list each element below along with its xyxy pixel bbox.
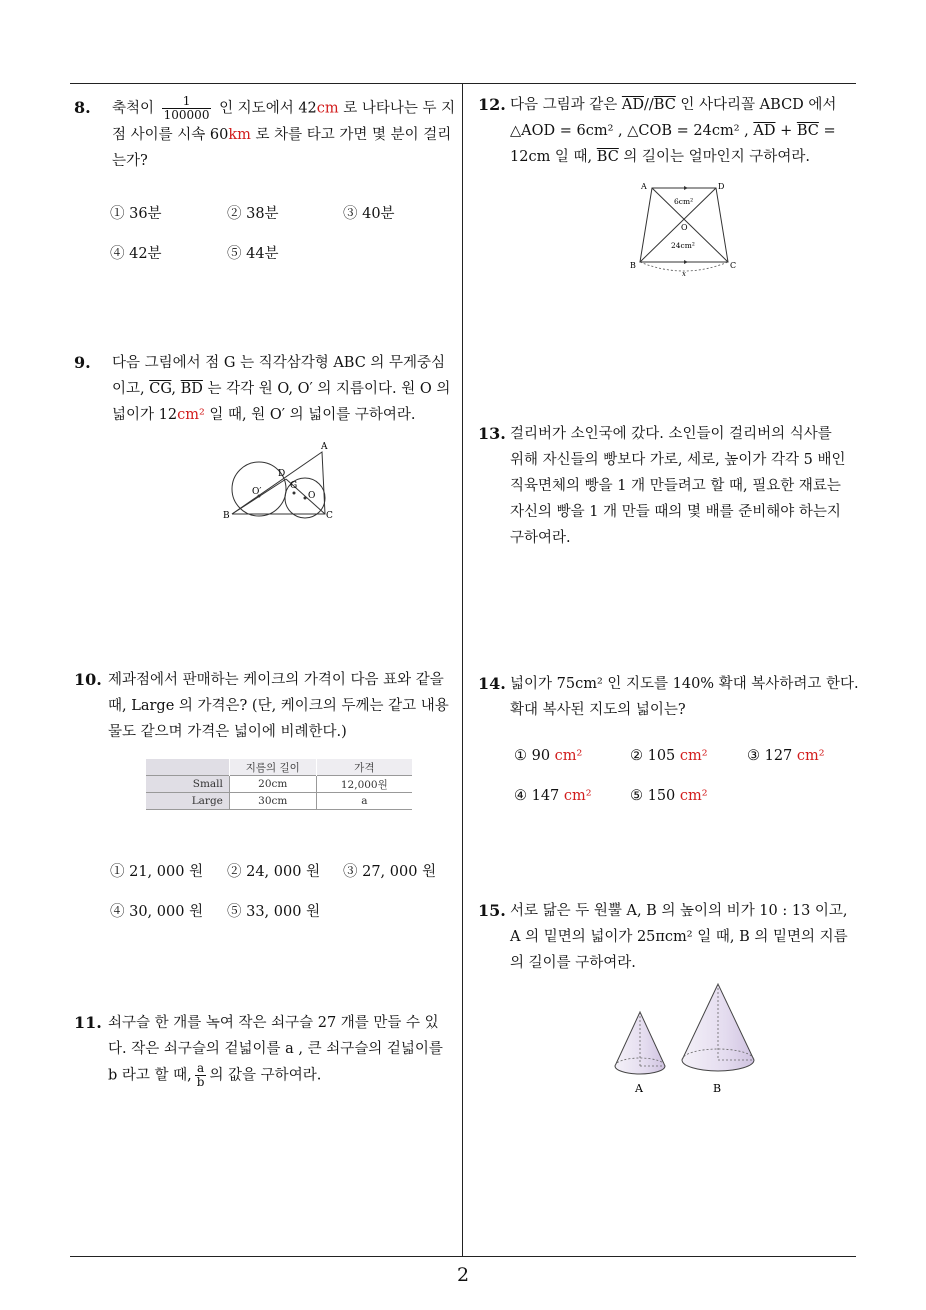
choice-4[interactable]: ④ 30, 000 원 [110, 904, 204, 920]
choice-3[interactable]: ③ 127 cm² [747, 748, 825, 764]
question-10 [74, 667, 456, 747]
question-text: 걸리버가 소인국에 갔다. 소인들이 걸리버의 식사를 위해 자신들의 빵보다 가로, 세로, 높이가 각각 5 배인 직육면체의 빵을 1 개 만들려고 할 때, 필요한 재료는 자신의 빵을 1 개 만들 때의 몇 배를 준비해야 하는지 구하여라. [510, 426, 846, 546]
question-text: 넓이가 75cm² 인 지도를 140% 확대 복사하려고 한다. 확대 복사된 지도의 넓이는? [510, 676, 859, 718]
question-9 [74, 350, 456, 430]
scale-fraction: $\frac{1}{100000}$ [163, 94, 210, 122]
price-table: 지름의 길이 가격 Small 20cm 12,000원 Large 30cm a [146, 759, 412, 810]
question-number: 10. [74, 670, 102, 689]
label-G: G [290, 481, 298, 491]
choice-2[interactable]: ② 38분 [227, 206, 279, 222]
trapezoid-figure [626, 180, 746, 276]
choice-4[interactable]: ④ 42분 [110, 246, 162, 262]
question-number: 11. [74, 1013, 102, 1032]
page-number: 2 [456, 1264, 470, 1286]
triangle-circles-figure [220, 438, 340, 520]
label-area-bottom: 24cm² [671, 241, 695, 250]
choice-5[interactable]: ⑤ 33, 000 원 [227, 904, 321, 920]
column-divider [462, 83, 463, 1256]
choice-5[interactable]: ⑤ 44분 [227, 246, 279, 262]
label-B: B [223, 511, 230, 520]
question-text: 쇠구슬 한 개를 녹여 작은 쇠구슬 27 개를 만들 수 있 다. 작은 쇠구슬의 겉넓이를 a , 큰 쇠구슬의 겉넓이를 b 라고 할 때, $\frac{a}{b}$ 의 값을 구하여라. [108, 1015, 443, 1089]
label-O: O [681, 223, 688, 232]
question-number: 14. [478, 674, 506, 693]
cones-figure [608, 982, 768, 1096]
label-O-prime: O′ [252, 487, 262, 497]
label-A: A [321, 442, 328, 452]
choice-1[interactable]: ① 21, 000 원 [110, 864, 204, 880]
question-14 [478, 671, 858, 725]
question-number: 8. [74, 98, 91, 117]
unit-km: km [228, 127, 251, 143]
choice-4[interactable]: ④ 147 cm² [514, 788, 592, 804]
question-11 [74, 1010, 456, 1100]
label-C: C [326, 511, 333, 520]
question-number: 13. [478, 424, 506, 443]
question-8 [74, 95, 456, 175]
label-A: A [641, 182, 647, 191]
choice-5[interactable]: ⑤ 150 cm² [630, 788, 708, 804]
choice-1[interactable]: ① 36분 [110, 206, 162, 222]
label-A: A [635, 1082, 643, 1095]
question-text: 축척이 $\frac{1}{100000}$ 인 지도에서 42cm 로 나타나는 두 지 점 사이를 시속 60km 로 차를 타고 가면 몇 분이 걸리 는가? [112, 94, 456, 169]
choice-2[interactable]: ② 105 cm² [630, 748, 708, 764]
question-text: 제과점에서 판매하는 케이크의 가격이 다음 표와 같을 때, Large 의 가격은? (단, 케이크의 두께는 같고 내용 물도 같으며 가격은 넓이에 비례한다.) [108, 672, 449, 740]
unit-cm2: cm² [177, 407, 205, 423]
question-text: 다음 그림과 같은 $\overline{AD}//\overline{BC}$ 인 사다리꼴 ABCD 에서 △AOD = 6cm² , △COB = 24cm² , $\overline{AD} + \overline{BC}$ = 12cm 일 때, $\overline{BC}$ 의 길이는 얼마인지 구하여라. [510, 97, 837, 165]
label-area-top: 6cm² [674, 197, 694, 206]
label-B: B [630, 261, 636, 270]
question-number: 15. [478, 901, 506, 920]
ratio-fraction: $\frac{a}{b}$ [196, 1061, 205, 1089]
top-rule [70, 83, 856, 84]
question-13 [478, 421, 858, 553]
question-12 [478, 92, 858, 172]
choice-3[interactable]: ③ 27, 000 원 [343, 864, 437, 880]
choice-2[interactable]: ② 24, 000 원 [227, 864, 321, 880]
question-text: 다음 그림에서 점 G 는 직각삼각형 ABC 의 무게중심 이고, $\overline{CG}$, $\overline{BD}$ 는 각각 원 O, O′ 의 지름이다. 원 O 의 넓이가 12cm² 일 때, 원 O′ 의 넓이를 구하여라. [112, 355, 451, 423]
bottom-rule [70, 1256, 856, 1257]
label-O: O [308, 491, 316, 501]
choice-3[interactable]: ③ 40분 [343, 206, 395, 222]
label-x: x [682, 270, 686, 276]
choice-1[interactable]: ① 90 cm² [514, 748, 583, 764]
cone-B [682, 984, 754, 1071]
question-8-choices [110, 202, 456, 262]
question-number: 9. [74, 353, 91, 372]
label-C: C [730, 261, 737, 270]
unit-cm: cm [316, 100, 339, 117]
label-D: D [278, 469, 286, 479]
question-14-choices [514, 748, 854, 808]
label-D: D [718, 182, 725, 191]
question-number: 12. [478, 95, 506, 114]
cone-A [615, 1012, 665, 1074]
question-15 [478, 898, 858, 978]
label-B: B [713, 1082, 722, 1095]
question-10-choices [110, 860, 456, 920]
question-text: 서로 닮은 두 원뿔 A, B 의 높이의 비가 10 : 13 이고, A 의 밑면의 넓이가 25πcm² 일 때, B 의 밑면의 지름 의 길이를 구하여라. [510, 903, 848, 971]
